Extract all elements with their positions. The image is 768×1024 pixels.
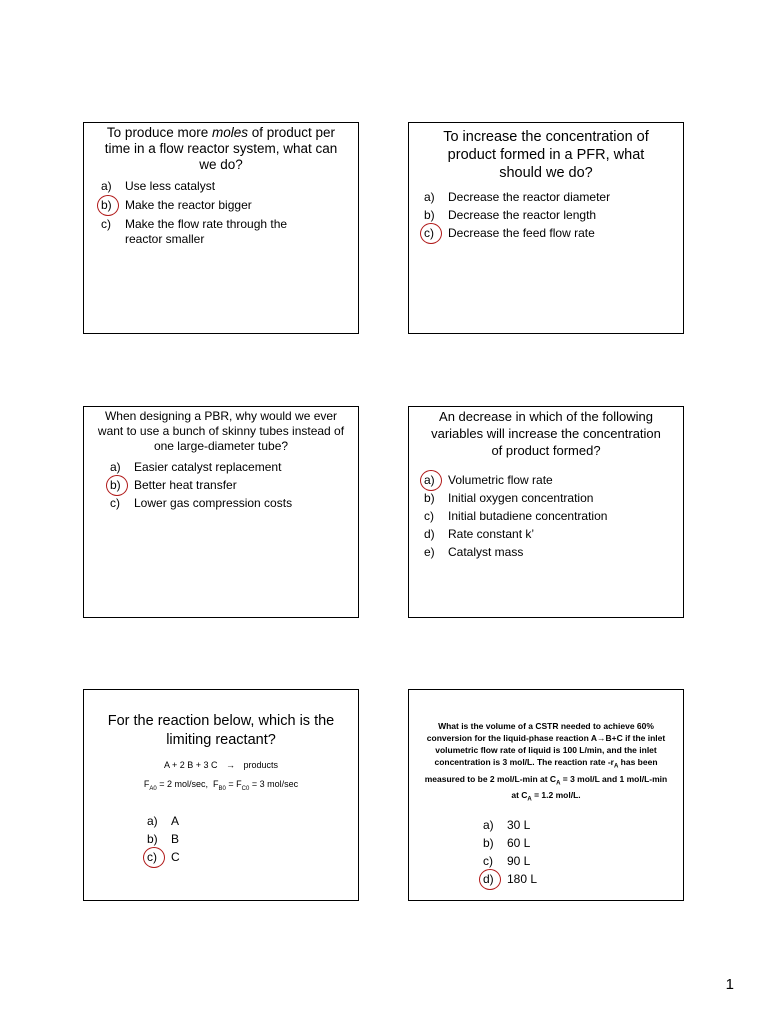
reaction-equation: A + 2 B + 3 C → products xyxy=(163,760,279,770)
slide-5-question: For the reaction below, which is the limiting reactant? xyxy=(107,713,335,748)
slide-1 xyxy=(83,122,359,334)
option-d: d) 180 L xyxy=(483,872,683,887)
page-number: 1 xyxy=(725,976,734,993)
slide-2 xyxy=(408,122,684,334)
slide-6 xyxy=(408,689,684,901)
answer-circle xyxy=(479,869,501,890)
slide-3-options xyxy=(110,460,358,511)
slide-6-options xyxy=(483,818,683,887)
option-a: a) Decrease the reactor diameter xyxy=(424,190,611,204)
option-c: c) C xyxy=(147,850,358,865)
answer-circle xyxy=(420,223,442,244)
slide-2-question: To increase the concentration of product formed in a PFR, what should we do? xyxy=(443,129,649,181)
option-c: c) 90 L xyxy=(483,854,531,869)
slide-3-question: When designing a PBR, why would we ever want to use a bunch of skinny tubes instead of one large-diameter tube? xyxy=(97,409,345,453)
slide-4 xyxy=(408,406,684,618)
feed-flow-rates: $F_{A0} = 2$ mol/sec, $F_{B0} = F_{C0} = 3$ mol/sec xyxy=(143,779,299,792)
answer-circle xyxy=(143,847,165,868)
option-b: b) Better heat transfer xyxy=(110,478,358,493)
option-a: a) Use less catalyst xyxy=(101,179,216,193)
option-d: d) Rate constant k’ xyxy=(424,527,535,541)
option-e: e) Catalyst mass xyxy=(424,545,524,559)
slide-5 xyxy=(83,689,359,901)
slide-3 xyxy=(83,406,359,618)
option-c: c) Lower gas compression costs xyxy=(110,496,293,510)
slide-1-question: To produce more moles of product per time in a flow reactor system, what can we do? xyxy=(104,125,338,172)
option-b: b) 60 L xyxy=(483,836,531,851)
option-b: b) Make the reactor bigger xyxy=(101,198,331,213)
option-c: c) Decrease the feed flow rate xyxy=(424,226,683,241)
option-a: a) A xyxy=(147,813,180,828)
option-b: b) B xyxy=(147,831,180,846)
option-c: c) Initial butadiene concentration xyxy=(424,509,608,523)
slide-2-options xyxy=(424,190,683,241)
option-a: a) Easier catalyst replacement xyxy=(110,460,282,474)
option-a: a) Volumetric flow rate xyxy=(424,473,683,488)
answer-circle xyxy=(106,475,128,496)
option-c: c) Make the flow rate through the reactor smaller xyxy=(101,217,288,246)
option-b: b) Initial oxygen concentration xyxy=(424,491,594,505)
answer-circle xyxy=(420,470,442,491)
emphasis-moles: moles xyxy=(211,125,248,140)
slide-5-options xyxy=(147,814,358,865)
answer-circle xyxy=(97,195,119,216)
slide-6-question: What is the volume of a CSTR needed to achieve 60% conversion for the liquid-phase reaction A→B+C if the inlet volumetric flow rate of liquid is 100 L/min, and the inlet concentration is 3 mol/L. The reaction rate $-r_A$ has been measured to be 2 mol/L-min at $C_A = 3$ mol/L and 1 mol/L-min at $C_A = 1.2$ mol/L. xyxy=(424,721,668,804)
slide-4-question: An decrease in which of the following variables will increase the concentration of product formed? xyxy=(431,409,661,458)
option-b: b) Decrease the reactor length xyxy=(424,208,597,222)
slide-4-options xyxy=(424,473,683,560)
slide-1-options xyxy=(101,179,331,247)
option-a: a) 30 L xyxy=(483,818,531,833)
